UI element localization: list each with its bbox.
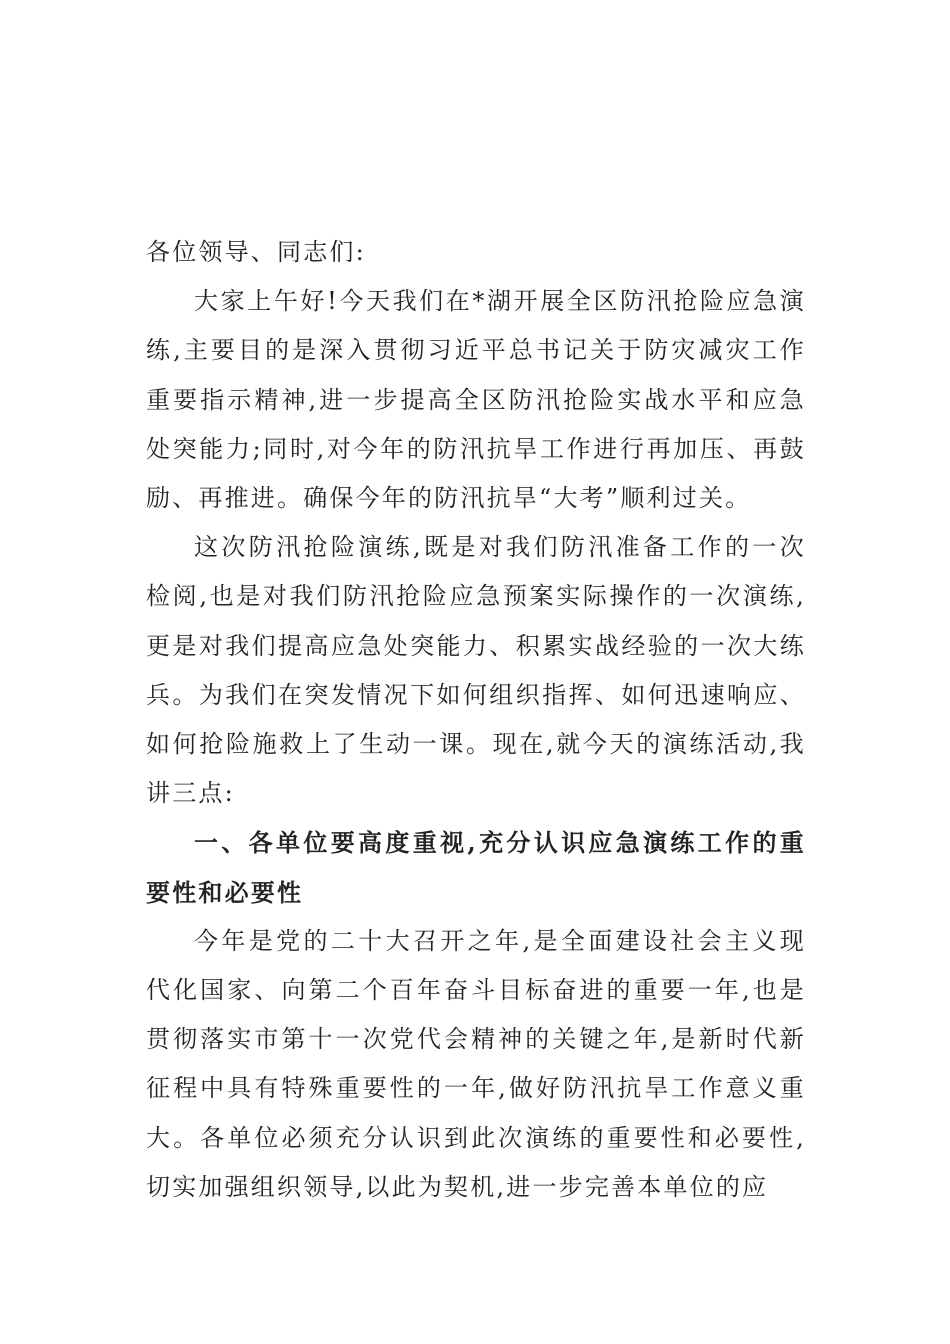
paragraph-greeting: 大家上午好!今天我们在*湖开展全区防汛抢险应急演练,主要目的是深入贯彻习近平总书记关于防灾减灾工作重要指示精神,进一步提高全区防汛抢险实战水平和应急处突能力;同时,对今年的防汛抗旱工作进行再加压、再鼓励、再推进。确保今年的防汛抗旱“大考”顺利过关。 <box>146 287 806 513</box>
paragraph-section-1: 今年是党的二十大召开之年,是全面建设社会主义现代化国家、向第二个百年奋斗目标奋进的重要一年,也是贯彻落实市第十一次党代会精神的关键之年,是新时代新征程中具有特殊重要性的一年,做好防汛抗旱工作意义重大。各单位必须充分认识到此次演练的重要性和必要性,切实加强组织领导,以此为契机,进一步完善本单位的应 <box>146 926 806 1201</box>
section-heading-1: 一、各单位要高度重视,充分认识应急演练工作的重要性和必要性 <box>146 828 806 907</box>
paragraph-drill-significance: 这次防汛抢险演练,既是对我们防汛准备工作的一次检阅,也是对我们防汛抢险应急预案实际操作的一次演练,更是对我们提高应急处突能力、积累实战经验的一次大练兵。为我们在突发情况下如何组织指挥、如何迅速响应、如何抢险施救上了生动一课。现在,就今天的演练活动,我讲三点: <box>146 533 806 808</box>
salutation: 各位领导、同志们: <box>146 238 366 266</box>
document-body <box>146 228 806 1212</box>
